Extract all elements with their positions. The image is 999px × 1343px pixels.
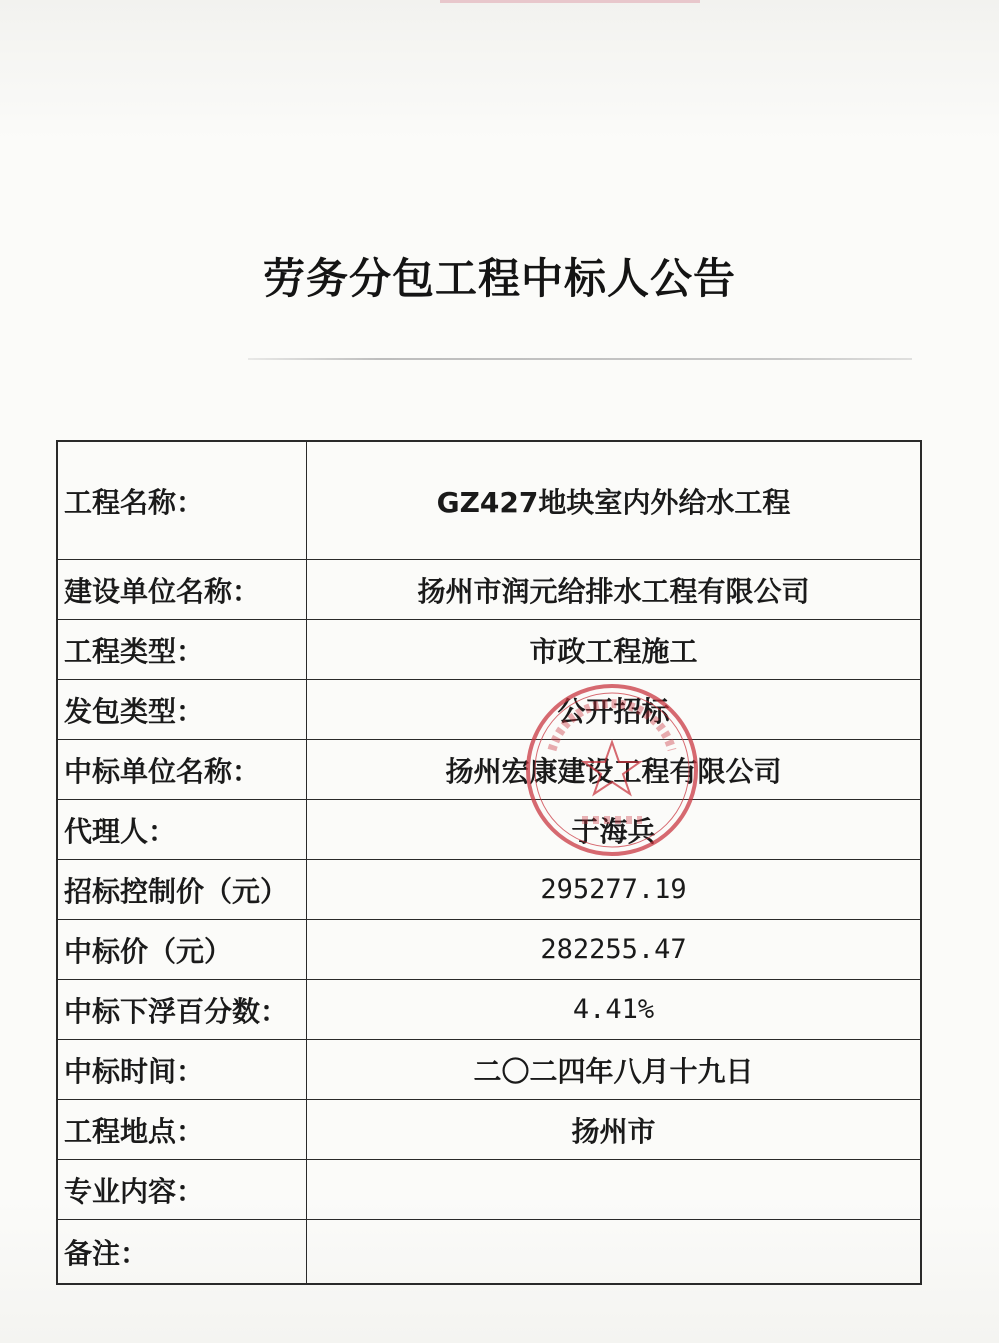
row-value xyxy=(307,1160,922,1220)
table-row xyxy=(57,740,921,800)
row-label: 代理人： xyxy=(57,800,307,860)
notice-table xyxy=(56,440,922,1285)
row-value: 282255.47 xyxy=(307,920,922,980)
row-label: 建设单位名称： xyxy=(57,560,307,620)
row-value: 4.41% xyxy=(307,980,922,1040)
row-label: 中标下浮百分数： xyxy=(57,980,307,1040)
row-label: 工程名称： xyxy=(57,441,307,560)
table-row xyxy=(57,1160,921,1220)
row-value: 295277.19 xyxy=(307,860,922,920)
table-row xyxy=(57,1040,921,1100)
row-label: 工程地点： xyxy=(57,1100,307,1160)
row-label: 备注： xyxy=(57,1220,307,1285)
row-value: 扬州市 xyxy=(307,1100,922,1160)
table-row xyxy=(57,800,921,860)
row-label: 工程类型： xyxy=(57,620,307,680)
top-edge-mark xyxy=(440,0,700,3)
table-row xyxy=(57,1100,921,1160)
table-row xyxy=(57,920,921,980)
table-row xyxy=(57,860,921,920)
row-value: 于海兵 xyxy=(307,800,922,860)
table-row xyxy=(57,680,921,740)
row-label: 招标控制价（元） xyxy=(57,860,307,920)
row-label: 发包类型： xyxy=(57,680,307,740)
table-row xyxy=(57,620,921,680)
table-row xyxy=(57,560,921,620)
row-value: 公开招标 xyxy=(307,680,922,740)
title-divider xyxy=(248,358,912,360)
row-value: 二〇二四年八月十九日 xyxy=(307,1040,922,1100)
document-title: 劳务分包工程中标人公告 xyxy=(262,254,736,303)
row-value: 扬州市润元给排水工程有限公司 xyxy=(307,560,922,620)
row-label: 中标单位名称： xyxy=(57,740,307,800)
row-label: 中标价（元） xyxy=(57,920,307,980)
table-row xyxy=(57,1220,921,1285)
row-label: 专业内容： xyxy=(57,1160,307,1220)
row-value xyxy=(307,1220,922,1285)
table-row xyxy=(57,980,921,1040)
row-value: 扬州宏康建设工程有限公司 xyxy=(307,740,922,800)
row-value: 市政工程施工 xyxy=(307,620,922,680)
table-row xyxy=(57,441,921,560)
row-label: 中标时间： xyxy=(57,1040,307,1100)
row-value: GZ427地块室内外给水工程 xyxy=(307,441,922,560)
